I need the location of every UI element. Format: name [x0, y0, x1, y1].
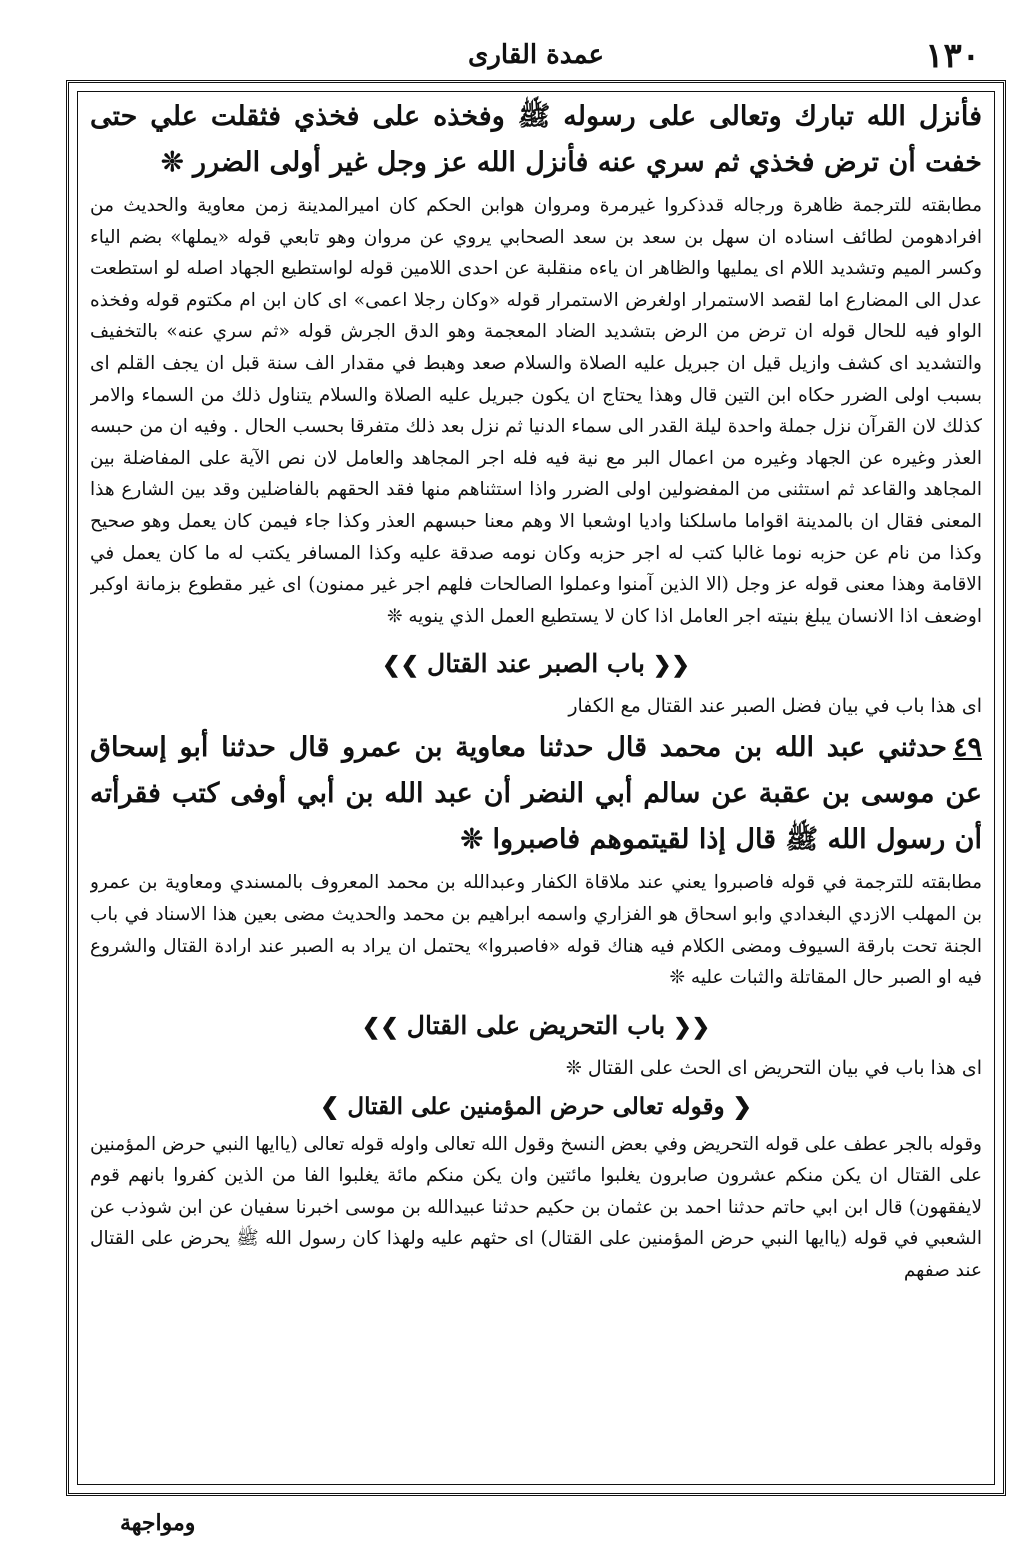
hadith-body: حدثني عبد الله بن محمد قال حدثنا معاوية بن عمرو قال حدثنا أبو إسحاق عن موسى بن عقبة عن سالم أبي النضر أن عبد الله بن أبي أوفى كتب فقرأته أن رسول الله ﷺ قال إذا لقيتموهم فاصبروا ❊: [90, 732, 982, 856]
running-title: عمدة القارى: [468, 40, 604, 70]
ornament-icon: ❯: [320, 1092, 340, 1120]
page-content: [90, 94, 982, 1490]
ornament-icon: ❮❮: [673, 1013, 711, 1040]
chapter-heading: [90, 646, 982, 683]
ornament-icon: ❯❯: [361, 1013, 399, 1040]
previous-hadith-ending: فأنزل الله تبارك وتعالى على رسوله ﷺ وفخذه على فخذي فثقلت علي حتى خفت أن ترض فخذي ثم سري عنه فأنزل الله عز وجل غير أولى الضرر ❊: [90, 101, 982, 178]
catchword: ومواجهة: [120, 1510, 196, 1536]
quranic-verse-heading: [90, 1089, 982, 1125]
ornament-icon: ❯❯: [382, 652, 420, 679]
verse-text: وقوله تعالى حرض المؤمنين على القتال: [347, 1092, 725, 1120]
chapter-gloss: اى هذا باب في بيان فضل الصبر عند القتال مع الكفار: [568, 695, 982, 718]
hadith-number: ٤٩: [952, 732, 982, 764]
chapter-title: باب التحريض على القتال: [406, 1010, 666, 1040]
chapter-title: باب الصبر عند القتال: [427, 649, 645, 679]
commentary-paragraph: وقوله بالجر عطف على قوله التحريض وفي بعض النسخ وقول الله تعالى واوله قوله تعالى (ياايها النبي حرض المؤمنين على القتال ان يكن منكم عشرون صابرون يغلبوا مائتين وان يكن منكم مائة يغلبوا الفا من الذين كفروا بانهم قوم لايفقهون) قال ابن ابي حاتم حدثنا احمد بن عثمان بن حكيم حدثنا عبيدالله بن موسى اخبرنا سفيان عن ابن شوذب عن الشعبي في قوله (ياايها النبي حرض المؤمنين على القتال) اى حثهم عليه ولهذا كان رسول الله ﷺ يحرض على القتال عند صفهم: [90, 1133, 982, 1282]
chapter-gloss: اى هذا باب في بيان التحريض اى الحث على القتال ❊: [565, 1056, 982, 1079]
chapter-heading: [90, 1008, 982, 1045]
commentary-paragraph: مطابقته للترجمة ظاهرة ورجاله قدذكروا غيرمرة ومروان هوابن الحكم كان اميرالمدينة زمن معاوية والحديث من افرادهومن لطائف اسناده ان سهل بن سعد بن سعد الصحابي يروي عن مروان وهو تابعي قوله «يملها» بضم الياء وكسر الميم وتشديد اللام اى يمليها والظاهر ان ياءه منقلبة عن احدى اللامين قوله لواستطيع الجهاد اصله لو استطعت عدل الى المضارع اما لقصد الاستمرار اولغرض الاستمرار قوله «وكان رجلا اعمى» اى كان ابن ام مكتوم قوله وفخذه الواو فيه للحال قوله ان ترض من الرض بتشديد الضاد المعجمة وهو الدق الجرش قوله «ثم سري عنه» بالتخفيف والتشديد اى كشف وازيل قيل ان جبريل عليه الصلاة والسلام صعد وهبط في مقدار الف سنة قبل ان يجف القلم اى بسبب اولى الضرر حكاه ابن التين قال وهذا يحتاج ان يكون جبريل عليه الصلاة والسلام يتناول ذلك من السماء والامر كذلك لان القرآن نزل جملة واحدة ليلة القدر الى سماء الدنيا ثم نزل بعد ذلك متفرقا بحسب الحال . وفيه ان من حبسه العذر وغيره عن الجهاد وغيره من اعمال البر مع نية فيه فله اجر المجاهد والعامل لان نص الآية على المفاضلة بين المجاهد والقاعد ثم استثنى من المفضولين اولى الضرر واذا استثناهم منها فقد الحقهم بالفاضلين وقد بين الشارع هذا المعنى فقال ان بالمدينة اقواما ماسلكنا واديا اوشعبا الا وهم معنا حبسهم العذر وكذا جاء فيمن كان يعمل وهو صحيح وكذا من نام عن حزبه نوما غالبا كتب له اجر حزبه وكان نومه صدقة عليه وكذا المسافر يكتب له ما كان يعمل في الاقامة وهذا معنى قوله عز وجل (الا الذين آمنوا وعملوا الصالحات فلهم اجر غير ممنون) اى غير مقطوع بزمانة اوكبر اوضعف اذا الانسان يبلغ بنيته اجر العامل اذا كان لا يستطيع العمل الذي ينويه ❊: [90, 195, 982, 627]
commentary-paragraph: مطابقته للترجمة في قوله فاصبروا يعني عند ملاقاة الكفار وعبدالله بن محمد المعروف بالمسندي ومعاوية بن عمرو بن المهلب الازدي البغدادي وابو اسحاق هو الفزاري واسمه ابراهيم بن محمد والحديث مضى بعين هذا الاسناد في باب الجنة تحت بارقة السيوف ومضى الكلام فيه هناك قوله «فاصبروا» يحتمل ان يراد به الصبر عند ارادة القتال والشروع فيه او الصبر حال المقاتلة والثبات عليه ❊: [90, 872, 982, 989]
page-number: ١٣٠: [925, 36, 980, 76]
ornament-icon: ❮: [732, 1092, 752, 1120]
hadith-text: [90, 725, 982, 863]
ornament-icon: ❮❮: [652, 652, 690, 679]
page-header: [66, 34, 1006, 80]
